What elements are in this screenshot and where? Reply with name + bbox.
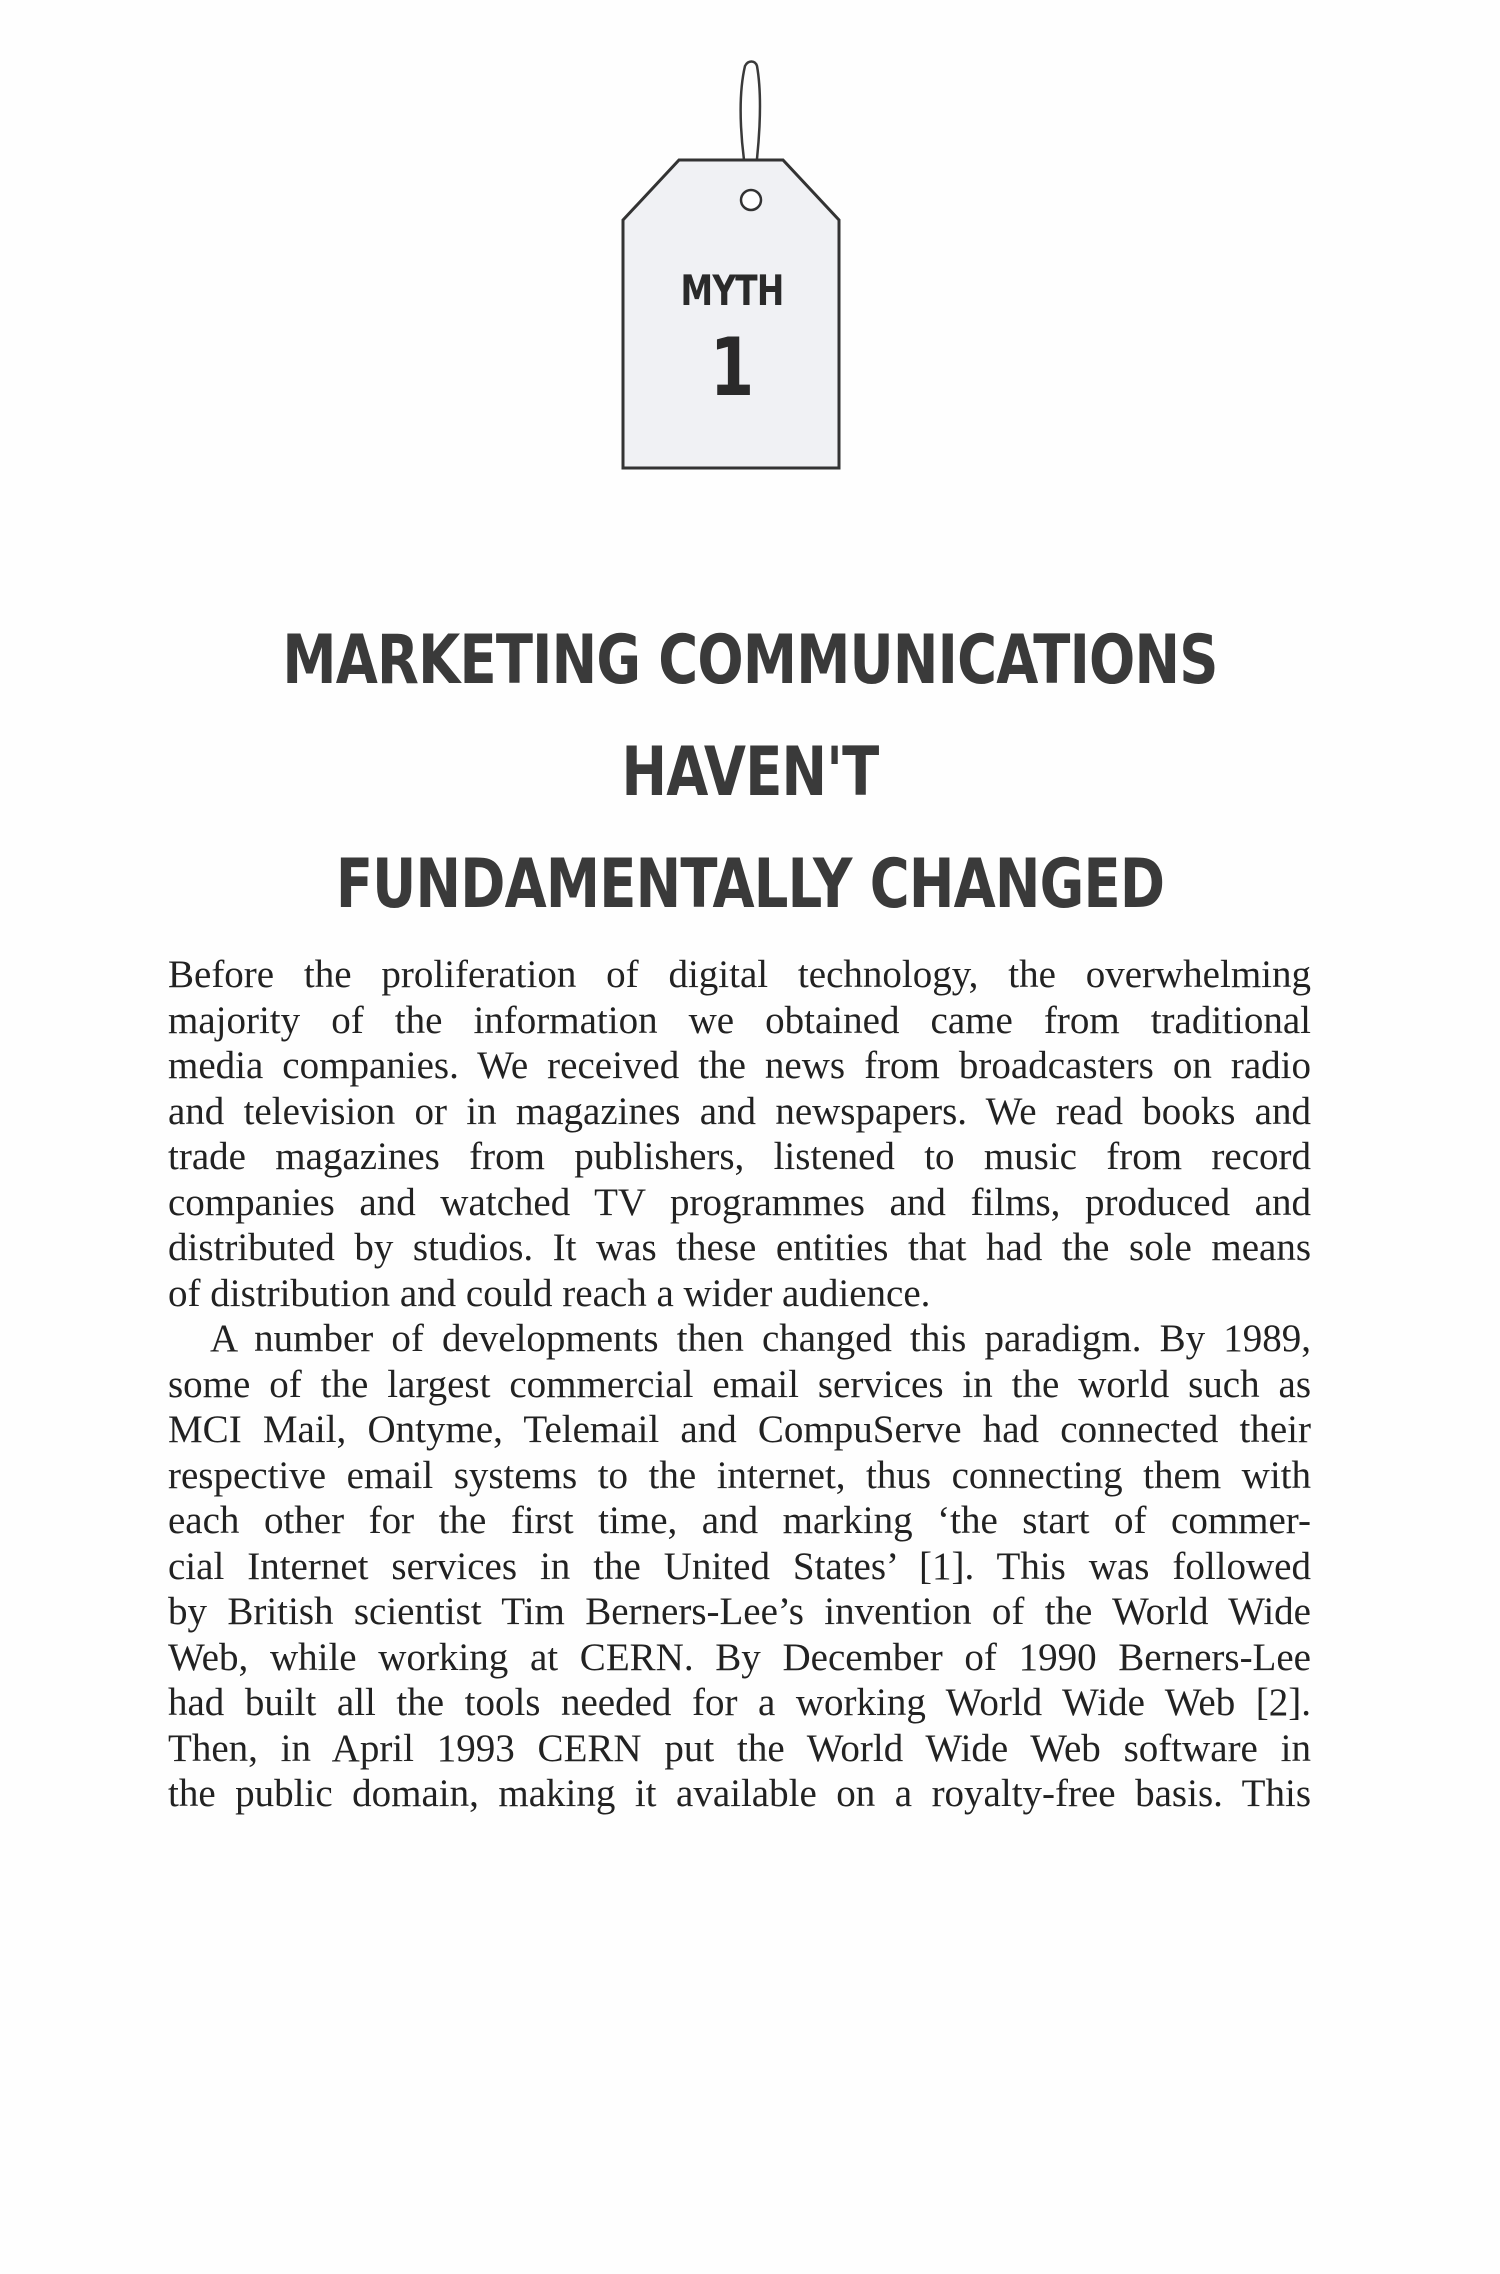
text-line: the public domain, making it available on a royalty-free basis. This (168, 1772, 1311, 1815)
text-line: trade magazines from publishers, listened to music from record (168, 1135, 1311, 1178)
text-line: A number of developments then changed this paradigm. By 1989, (210, 1317, 1311, 1360)
myth-tag (617, 60, 847, 470)
text-line: by British scientist Tim Berners-Lee’s invention of the World Wide (168, 1590, 1311, 1633)
chapter-title (100, 605, 1400, 941)
text-line: Then, in April 1993 CERN put the World Wide Web software in (168, 1726, 1311, 1770)
text-line: distributed by studios. It was these entities that had the sole means (168, 1226, 1311, 1269)
text-line: companies and watched TV programmes and films, produced and (168, 1180, 1311, 1224)
tag-number: 1 (709, 321, 755, 414)
text-line: some of the largest commercial email services in the world such as (168, 1362, 1311, 1406)
text-line: Before the proliferation of digital technology, the overwhelming (168, 953, 1311, 996)
text-line: cial Internet services in the United States’ [1]. This was followed (168, 1544, 1311, 1588)
tag-label: MYTH (680, 266, 784, 315)
text-line: respective email systems to the internet, thus connecting them with (168, 1453, 1311, 1497)
text-line: Web, while working at CERN. By December of 1990 Berners-Lee (168, 1635, 1311, 1679)
text-line: each other for the first time, and marking ‘the start of commer- (168, 1499, 1311, 1542)
text-line: MCI Mail, Ontyme, Telemail and CompuServe had connected their (168, 1408, 1311, 1451)
paragraph-2 (168, 1316, 1311, 1817)
body-text (168, 952, 1311, 1817)
text-line: of distribution and could reach a wider audience. (168, 1271, 931, 1315)
text-line: had built all the tools needed for a working World Wide Web [2]. (168, 1681, 1311, 1724)
chapter-title-line-1: MARKETING COMMUNICATIONS HAVEN'T (282, 621, 1218, 812)
text-line: media companies. We received the news from broadcasters on radio (168, 1044, 1311, 1087)
chapter-title-line-2: FUNDAMENTALLY CHANGED (335, 845, 1165, 924)
text-line: and television or in magazines and newspapers. We read books and (168, 1089, 1311, 1133)
paragraph-1 (168, 952, 1311, 1316)
text-line: majority of the information we obtained came from traditional (168, 998, 1311, 1042)
